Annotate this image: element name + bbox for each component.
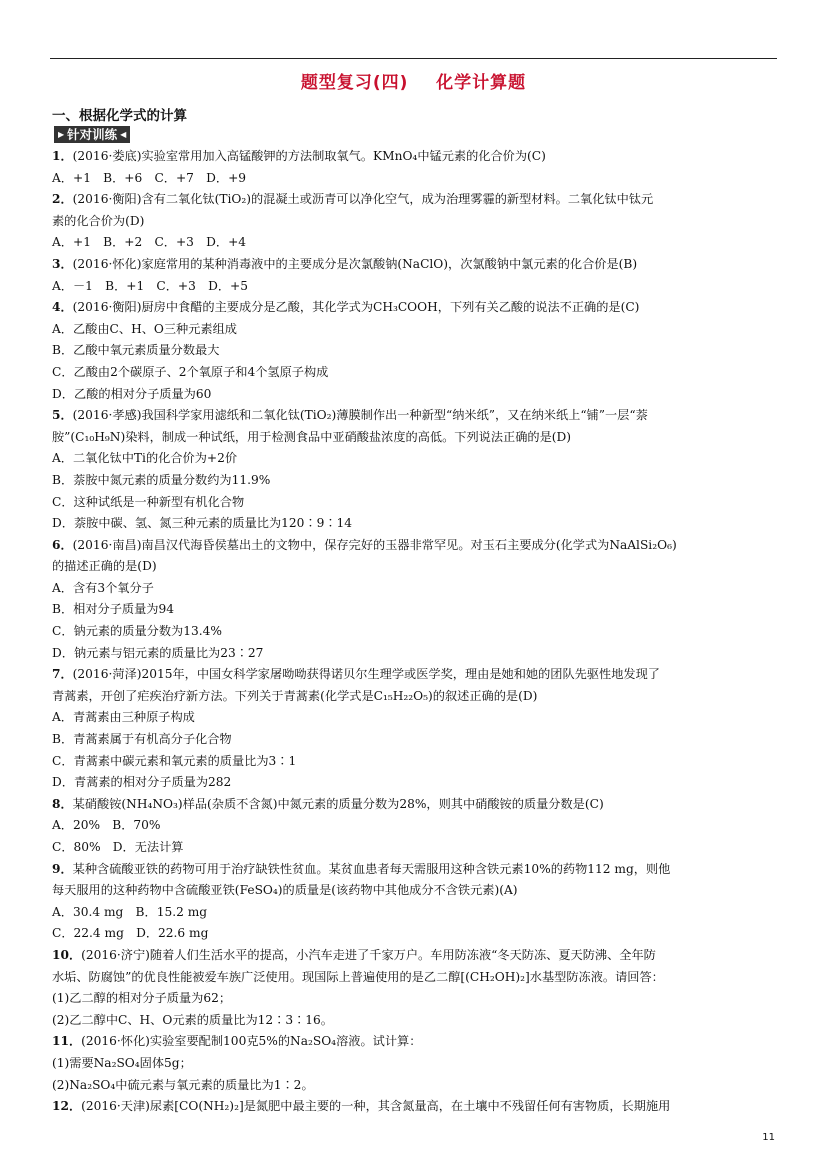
question-text: A．20% B．70% xyxy=(52,818,161,833)
question-line xyxy=(52,340,778,362)
question-number: 6． xyxy=(52,537,73,552)
question-number: 9． xyxy=(52,861,73,876)
question-stem xyxy=(52,664,778,686)
question-line xyxy=(52,168,778,190)
question-line xyxy=(52,1010,778,1032)
page-title: 题型复习(四) 化学计算题 xyxy=(300,73,527,93)
question-line xyxy=(52,470,778,492)
question-text: B．萘胺中氮元素的质量分数约为11.9% xyxy=(52,472,271,487)
question-text: A．－1 B．+1 C．+3 D．+5 xyxy=(52,278,249,293)
question-item xyxy=(52,794,778,859)
question-text: (2016·菏泽)2015年，中国女科学家屠呦呦获得诺贝尔生理学或医学奖，理由是她和她的团队先驱性地发现了 xyxy=(72,667,660,682)
question-line xyxy=(52,599,778,621)
question-line xyxy=(52,513,778,535)
question-text: (1)需要Na₂SO₄固体5g； xyxy=(52,1055,192,1070)
question-text: (2016·孝感)我国科学家用滤纸和二氧化钛(TiO₂)薄膜制作出一种新型“纳米纸”，又在纳米纸上“铺”一层“萘 xyxy=(72,408,648,423)
question-text: (2016·济宁)随着人们生活水平的提高，小汽车走进了千家万户。车用防冻液“冬天防冻、夏天防沸、全年防 xyxy=(81,947,656,962)
question-line xyxy=(52,1053,778,1075)
top-rule xyxy=(50,58,777,59)
question-text: A．+1 B．+6 C．+7 D．+9 xyxy=(52,170,247,185)
question-text: 素的化合价为(D) xyxy=(52,213,145,228)
question-item xyxy=(52,945,778,1031)
question-item xyxy=(52,254,778,297)
question-text: A．青蒿素由三种原子构成 xyxy=(52,710,195,725)
question-line xyxy=(52,729,778,751)
practice-badge xyxy=(54,126,130,143)
question-number: 8． xyxy=(52,796,73,811)
question-line xyxy=(52,643,778,665)
question-text: (2016·天津)尿素[CO(NH₂)₂]是氮肥中最主要的一种，其含氮量高，在土壤中不残留任何有害物质，长期施用 xyxy=(81,1099,671,1114)
question-line xyxy=(52,556,778,578)
question-stem xyxy=(52,1096,778,1118)
question-text: A．乙酸由C、H、O三种元素组成 xyxy=(52,321,237,336)
question-text: A．+1 B．+2 C．+3 D．+4 xyxy=(52,235,247,250)
question-number: 10． xyxy=(52,947,82,962)
question-item xyxy=(52,859,778,945)
question-text: C．钠元素的质量分数为13.4% xyxy=(52,624,222,639)
question-line xyxy=(52,427,778,449)
question-stem xyxy=(52,254,778,276)
section-heading: 一、根据化学式的计算 xyxy=(52,108,187,124)
question-number: 7． xyxy=(52,667,73,682)
question-text: (2016·娄底)实验室常用加入高锰酸钾的方法制取氧气。KMnO₄中锰元素的化合价为(C) xyxy=(72,149,546,163)
question-text: (2016·衡阳)厨房中食醋的主要成分是乙酸，其化学式为CH₃COOH，下列有关乙酸的说法不正确的是(C) xyxy=(72,300,640,315)
question-text: B．相对分子质量为94 xyxy=(52,602,174,617)
question-list xyxy=(52,146,778,1118)
question-number: 1． xyxy=(52,149,73,163)
question-text: (2016·衡阳)含有二氧化钛(TiO₂)的混凝土或沥青可以净化空气，成为治理雾霾的新型材料。二氧化钛中钛元 xyxy=(72,192,654,207)
question-stem xyxy=(52,189,778,211)
question-item xyxy=(52,146,778,189)
question-stem xyxy=(52,794,778,816)
question-number: 2． xyxy=(52,192,73,207)
question-line xyxy=(52,319,778,341)
question-text: C．22.4 mg D．22.6 mg xyxy=(52,926,209,941)
question-text: 每天服用的这种药物中含硫酸亚铁(FeSO₄)的质量是(该药物中其他成分不含铁元素)(A) xyxy=(52,883,518,898)
question-line xyxy=(52,686,778,708)
question-text: C．80% D．无法计算 xyxy=(52,840,184,854)
question-text: C．青蒿素中碳元素和氧元素的质量比为3∶1 xyxy=(52,753,297,768)
question-text: 胺”(C₁₀H₉N)染料，制成一种试纸，用于检测食品中亚硝酸盐浓度的高低。下列说法正确的是(D) xyxy=(52,429,572,444)
question-line xyxy=(52,880,778,902)
question-line xyxy=(52,276,778,298)
question-number: 12． xyxy=(52,1099,82,1114)
question-text: 的描述正确的是(D) xyxy=(52,559,157,574)
question-stem xyxy=(52,859,778,881)
question-text: 某硝酸铵(NH₄NO₃)样品(杂质不含氮)中氮元素的质量分数为28%，则其中硝酸铵的质量分数是(C) xyxy=(72,796,604,811)
question-text: D．青蒿素的相对分子质量为282 xyxy=(52,775,232,790)
question-line xyxy=(52,815,778,837)
question-stem xyxy=(52,535,778,557)
question-text: 青蒿素，开创了疟疾治疗新方法。下列关于青蒿素(化学式是C₁₅H₂₂O₅)的叙述正确的是(D) xyxy=(52,688,538,703)
question-text: 水垢、防腐蚀”的优良性能被爱车族广泛使用。现国际上普遍使用的是乙二醇[(CH₂OH)₂]水基型防冻液。请回答： xyxy=(52,969,664,984)
question-text: (2016·怀化)实验室要配制100克5%的Na₂SO₄溶液。试计算： xyxy=(81,1034,422,1049)
question-text: C．乙酸由2个碳原子、2个氧原子和4个氢原子构成 xyxy=(52,364,329,379)
question-item xyxy=(52,1031,778,1096)
question-number: 4． xyxy=(52,300,73,315)
question-text: D．萘胺中碳、氢、氮三种元素的质量比为120∶9∶14 xyxy=(52,516,353,531)
question-item xyxy=(52,189,778,254)
question-text: A．含有3个氧分子 xyxy=(52,580,154,595)
triangle-left-icon: ◀ xyxy=(120,130,127,139)
question-line xyxy=(52,621,778,643)
question-item xyxy=(52,1096,778,1118)
question-line xyxy=(52,232,778,254)
question-line xyxy=(52,384,778,406)
question-line xyxy=(52,988,778,1010)
question-item xyxy=(52,664,778,794)
question-item xyxy=(52,535,778,665)
question-text: A．二氧化钛中Ti的化合价为+2价 xyxy=(52,451,238,466)
question-line xyxy=(52,923,778,945)
question-text: D．钠元素与铝元素的质量比为23∶27 xyxy=(52,645,264,660)
question-line xyxy=(52,578,778,600)
question-text: D．乙酸的相对分子质量为60 xyxy=(52,386,212,401)
question-line xyxy=(52,707,778,729)
question-text: A．30.4 mg B．15.2 mg xyxy=(52,904,208,919)
question-stem xyxy=(52,146,778,168)
question-line xyxy=(52,211,778,233)
question-item xyxy=(52,405,778,535)
question-line xyxy=(52,772,778,794)
question-text: B．青蒿素属于有机高分子化合物 xyxy=(52,732,232,747)
badge-label: 针对训练 xyxy=(67,127,118,142)
question-stem xyxy=(52,405,778,427)
question-line xyxy=(52,837,778,859)
question-text: (1)乙二醇的相对分子质量为62； xyxy=(52,991,232,1006)
question-line xyxy=(52,362,778,384)
question-stem xyxy=(52,297,778,319)
question-line xyxy=(52,492,778,514)
triangle-right-icon: ▶ xyxy=(58,130,65,139)
question-text: (2)乙二醇中C、H、O元素的质量比为12∶3∶16。 xyxy=(52,1012,333,1027)
question-item xyxy=(52,297,778,405)
page-number: 11 xyxy=(762,1132,775,1143)
question-line xyxy=(52,967,778,989)
question-stem xyxy=(52,1031,778,1053)
question-line xyxy=(52,448,778,470)
question-text: (2)Na₂SO₄中硫元素与氧元素的质量比为1∶2。 xyxy=(52,1077,314,1092)
question-number: 11． xyxy=(52,1034,82,1049)
question-text: (2016·南昌)南昌汉代海昏侯墓出土的文物中，保存完好的玉器非常罕见。对玉石主要成分(化学式为NaAlSi₂O₆) xyxy=(72,537,677,552)
question-line xyxy=(52,751,778,773)
question-text: 某种含硫酸亚铁的药物可用于治疗缺铁性贫血。某贫血患者每天需服用这种含铁元素10%的药物112 mg，则他 xyxy=(72,861,671,876)
question-text: B．乙酸中氧元素质量分数最大 xyxy=(52,343,220,358)
question-line xyxy=(52,902,778,924)
question-stem xyxy=(52,945,778,967)
question-text: C．这种试纸是一种新型有机化合物 xyxy=(52,494,245,509)
question-number: 3． xyxy=(52,256,73,271)
question-number: 5． xyxy=(52,408,73,423)
question-text: (2016·怀化)家庭常用的某种消毒液中的主要成分是次氯酸钠(NaClO)，次氯酸钠中氯元素的化合价是(B) xyxy=(72,256,638,271)
question-line xyxy=(52,1075,778,1097)
